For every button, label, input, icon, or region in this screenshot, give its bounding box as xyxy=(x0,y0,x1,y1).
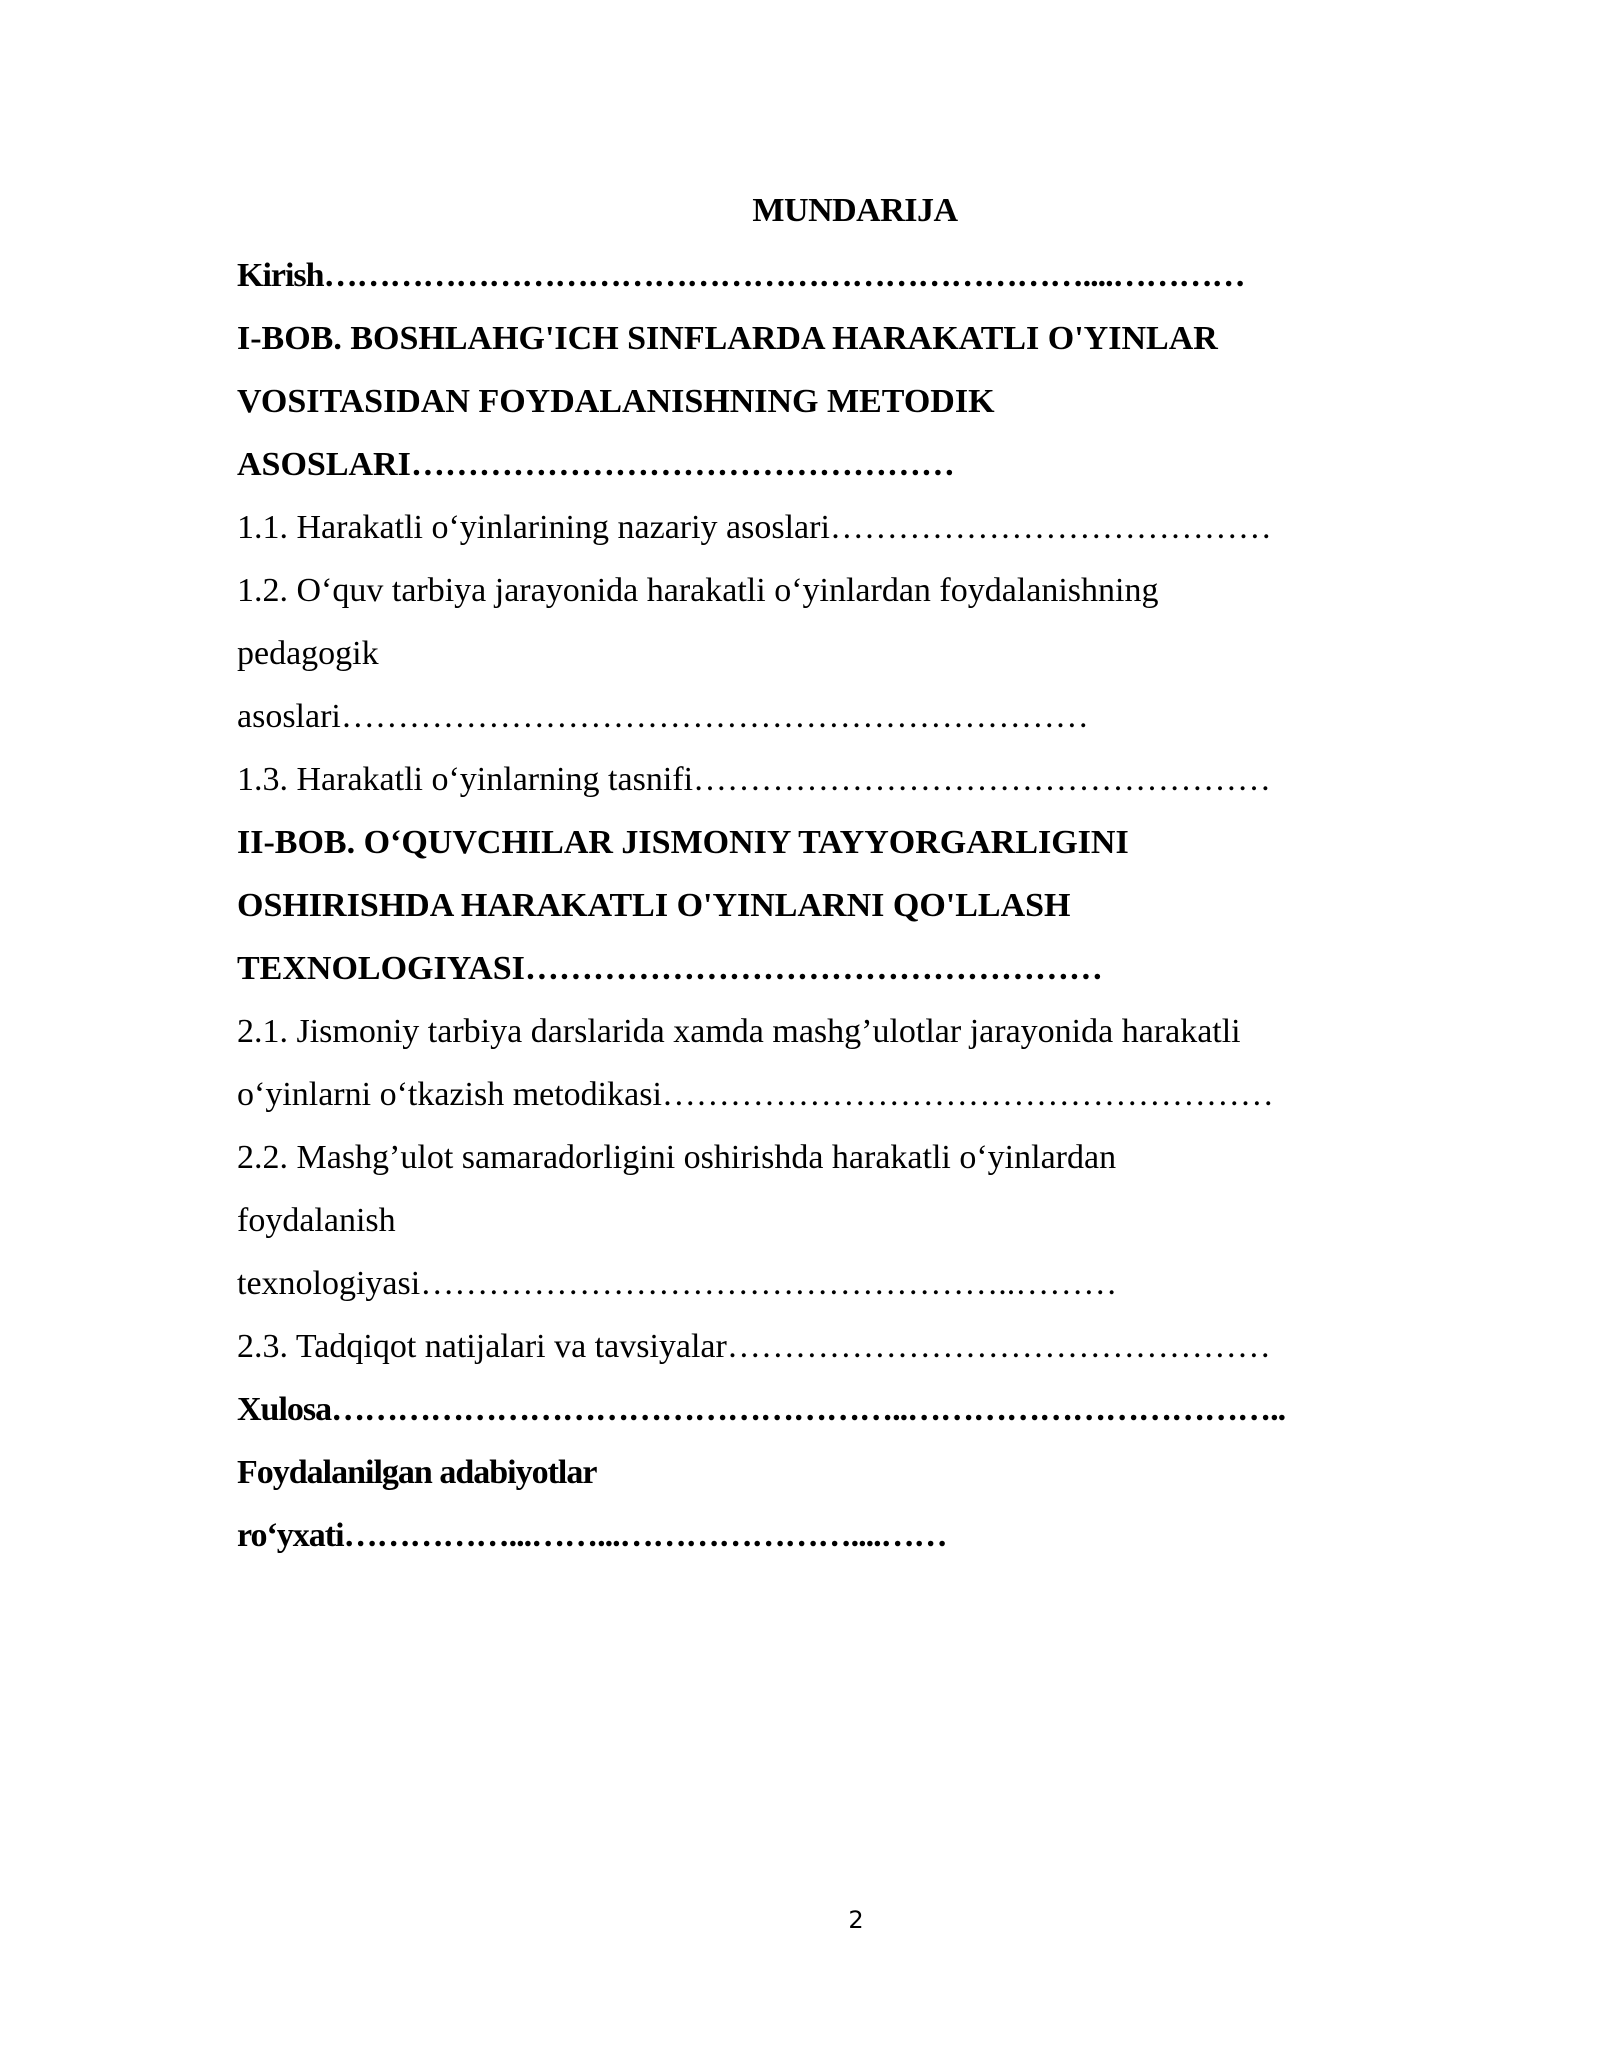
toc-line: ASOSLARI………………………………………… xyxy=(237,446,955,483)
toc-line: asoslari………………………………………………………… xyxy=(237,698,1089,735)
toc-line: 2.2. Mashg’ulot samaradorligini oshirishda harakatli o‘yinlardan xyxy=(237,1139,1117,1176)
toc-line: o‘yinlarni o‘tkazish metodikasi……………………………………………… xyxy=(237,1076,1274,1113)
toc-line: II-BOB. O‘QUVCHILAR JISMONIY TAYYORGARLIGINI xyxy=(237,824,1129,861)
toc-line: OSHIRISHDA HARAKATLI O'YINLARNI QO'LLASH xyxy=(237,887,1071,924)
toc-line: pedagogik xyxy=(237,635,379,672)
table-of-contents xyxy=(237,248,1357,1571)
toc-line: I-BOB. BOSHLAHG'ICH SINFLARDA HARAKATLI O'YINLAR xyxy=(237,320,1218,357)
toc-title: MUNDARIJA xyxy=(752,192,958,229)
toc-line: Xulosa……………………………………………..…………………………….. xyxy=(237,1391,1286,1428)
toc-line: VOSITASIDAN FOYDALANISHNING METODIK xyxy=(237,383,995,420)
toc-line: ro‘yxati……………...……...…………………....…… xyxy=(237,1517,947,1554)
toc-line: foydalanish xyxy=(237,1202,396,1239)
toc-line: 1.3. Harakatli o‘yinlarning tasnifi…………………………………………… xyxy=(237,761,1272,798)
page-number: 2 xyxy=(848,1906,864,1934)
toc-line: texnologiyasi……………………………………………..……… xyxy=(237,1265,1118,1302)
toc-line: TEXNOLOGIYASI…………………………………………… xyxy=(237,950,1103,987)
toc-line: Kirish……………………………………………………………....………… xyxy=(237,257,1245,294)
toc-line: 2.3. Tadqiqot natijalari va tavsiyalar………………………………………… xyxy=(237,1328,1271,1365)
toc-line: Foydalanilgan adabiyotlar xyxy=(237,1454,597,1491)
toc-line: 2.1. Jismoniy tarbiya darslarida xamda mashg’ulotlar jarayonida harakatli xyxy=(237,1013,1241,1050)
toc-line: 1.2. O‘quv tarbiya jarayonida harakatli o‘yinlardan foydalanishning xyxy=(237,572,1159,609)
toc-line: 1.1. Harakatli o‘yinlarining nazariy asoslari………………………………… xyxy=(237,509,1272,546)
